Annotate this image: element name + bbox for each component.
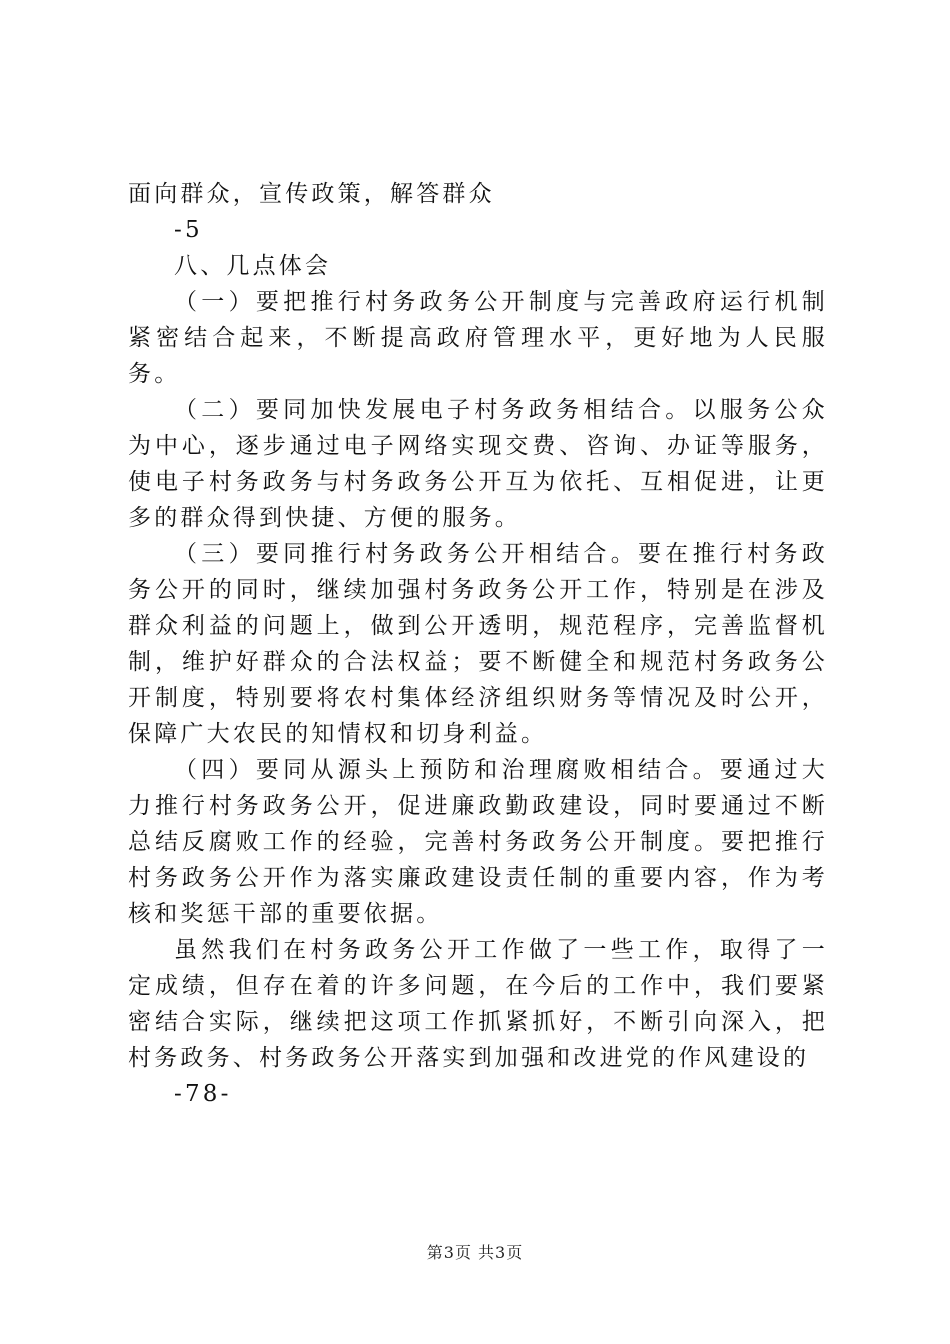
paragraph-2: （二）要同加快发展电子村务政务相结合。以服务公众为中心，逐步通过电子网络实现交费、咨询、办证等服务，使电子村务政务与村务政务公开互为依托、互相促进，让更多的群众得到快捷、方便的服务。 [128, 397, 828, 531]
paragraph-1: （一）要把推行村务政务公开制度与完善政府运行机制紧密结合起来，不断提高政府管理水平，更好地为人民服务。 [128, 289, 828, 387]
document-body [128, 176, 828, 1112]
text-line: 面向群众，宣传政策，解答群众 [128, 181, 495, 207]
page-marker: -78- [174, 1081, 232, 1107]
paragraph-3: （三）要同推行村务政务公开相结合。要在推行村务政务公开的同时，继续加强村务政务公开工作，特别是在涉及群众利益的问题上，做到公开透明，规范程序，完善监督机制，维护好群众的合法权益；要不断健全和规范村务政务公开制度，特别要将农村集体经济组织财务等情况及时公开，保障广大农民的知情权和切身利益。 [128, 541, 828, 747]
page-marker: -5 [174, 217, 203, 243]
paragraph-4: （四）要同从源头上预防和治理腐败相结合。要通过大力推行村务政务公开，促进廉政勤政建设，同时要通过不断总结反腐败工作的经验，完善村务政务公开制度。要把推行村务政务公开作为落实廉政建设责任制的重要内容，作为考核和奖惩干部的重要依据。 [128, 757, 828, 927]
page-footer: 第3页 共3页 [426, 1243, 524, 1262]
paragraph-5: 虽然我们在村务政务公开工作做了一些工作，取得了一定成绩，但存在着的许多问题，在今后的工作中，我们要紧密结合实际，继续把这项工作抓紧抓好，不断引向深入，把村务政务、村务政务公开落实到加强和改进党的作风建设的 [128, 937, 828, 1071]
section-heading: 八、几点体会 [174, 253, 332, 279]
